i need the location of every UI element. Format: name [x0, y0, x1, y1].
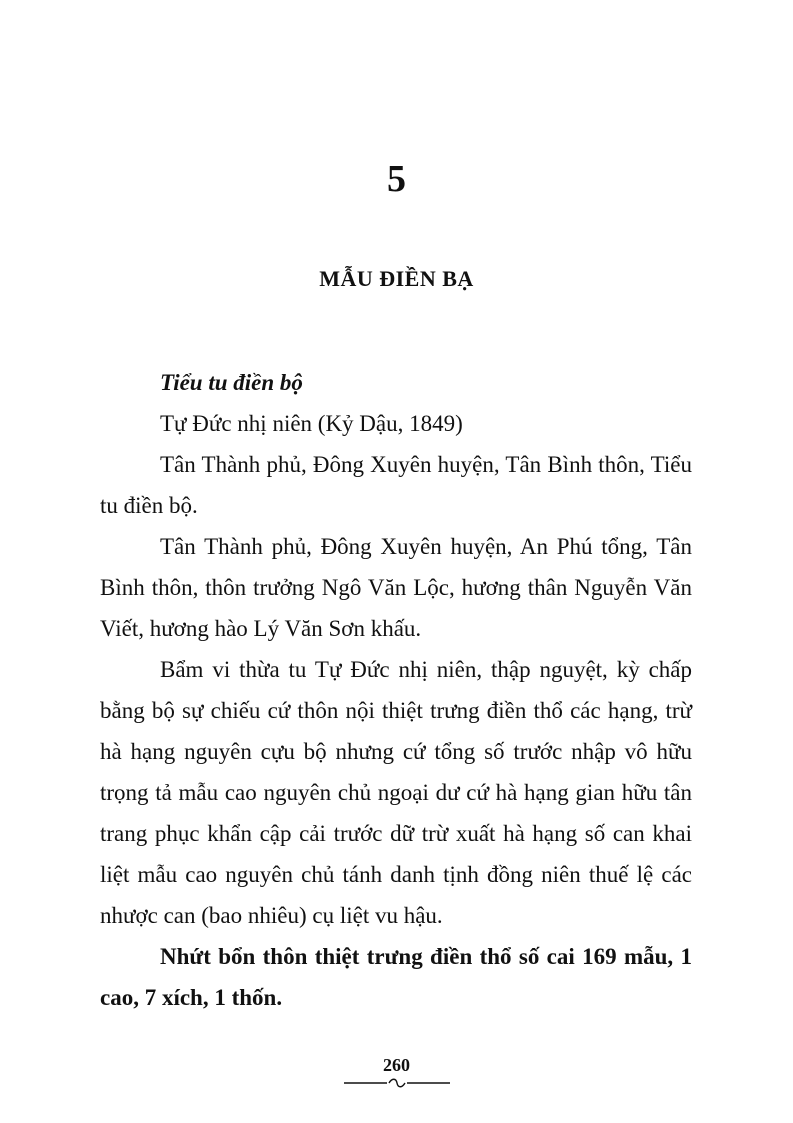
chapter-number: 5 [387, 158, 406, 200]
page-number: 260 [383, 1055, 410, 1075]
bold-summary-paragraph: Nhứt bổn thôn thiệt trưng điền thổ số cai 169 mẫu, 1 cao, 7 xích, 1 thốn. [100, 944, 692, 1010]
chapter-title: MẪU ĐIỀN BẠ [319, 266, 474, 291]
section-subtitle: Tiểu tu điền bộ [160, 370, 303, 395]
body-paragraph: Tự Đức nhị niên (Kỷ Dậu, 1849) [160, 411, 463, 436]
body-paragraph: Tân Thành phủ, Đông Xuyên huyện, An Phú tổng, Tân Bình thôn, thôn trưởng Ngô Văn Lộc, hương thân Nguyễn Văn Viết, hương hào Lý Văn Sơn khấu. [100, 534, 692, 641]
body-paragraph: Bẩm vi thừa tu Tự Đức nhị niên, thập nguyệt, kỳ chấp bằng bộ sự chiếu cứ thôn nội thiệt trưng điền thổ các hạng, trừ hà hạng nguyên cựu bộ nhưng cứ tổng số trước nhập vô hữu trọng tả mẫu cao nguyên chủ ngoại dư cứ hà hạng gian hữu tân trang phục khẩn cập cải trước dữ trừ xuất hà hạng số can khai liệt mẫu cao nguyên chủ tánh danh tịnh đồng niên thuế lệ các nhược can (bao nhiêu) cụ liệt vu hậu. [100, 657, 692, 928]
page-footer [0, 1053, 793, 1089]
footer-ornament-icon [342, 1077, 452, 1089]
body-text [100, 362, 692, 1018]
body-paragraph: Tân Thành phủ, Đông Xuyên huyện, Tân Bình thôn, Tiểu tu điền bộ. [100, 452, 692, 518]
